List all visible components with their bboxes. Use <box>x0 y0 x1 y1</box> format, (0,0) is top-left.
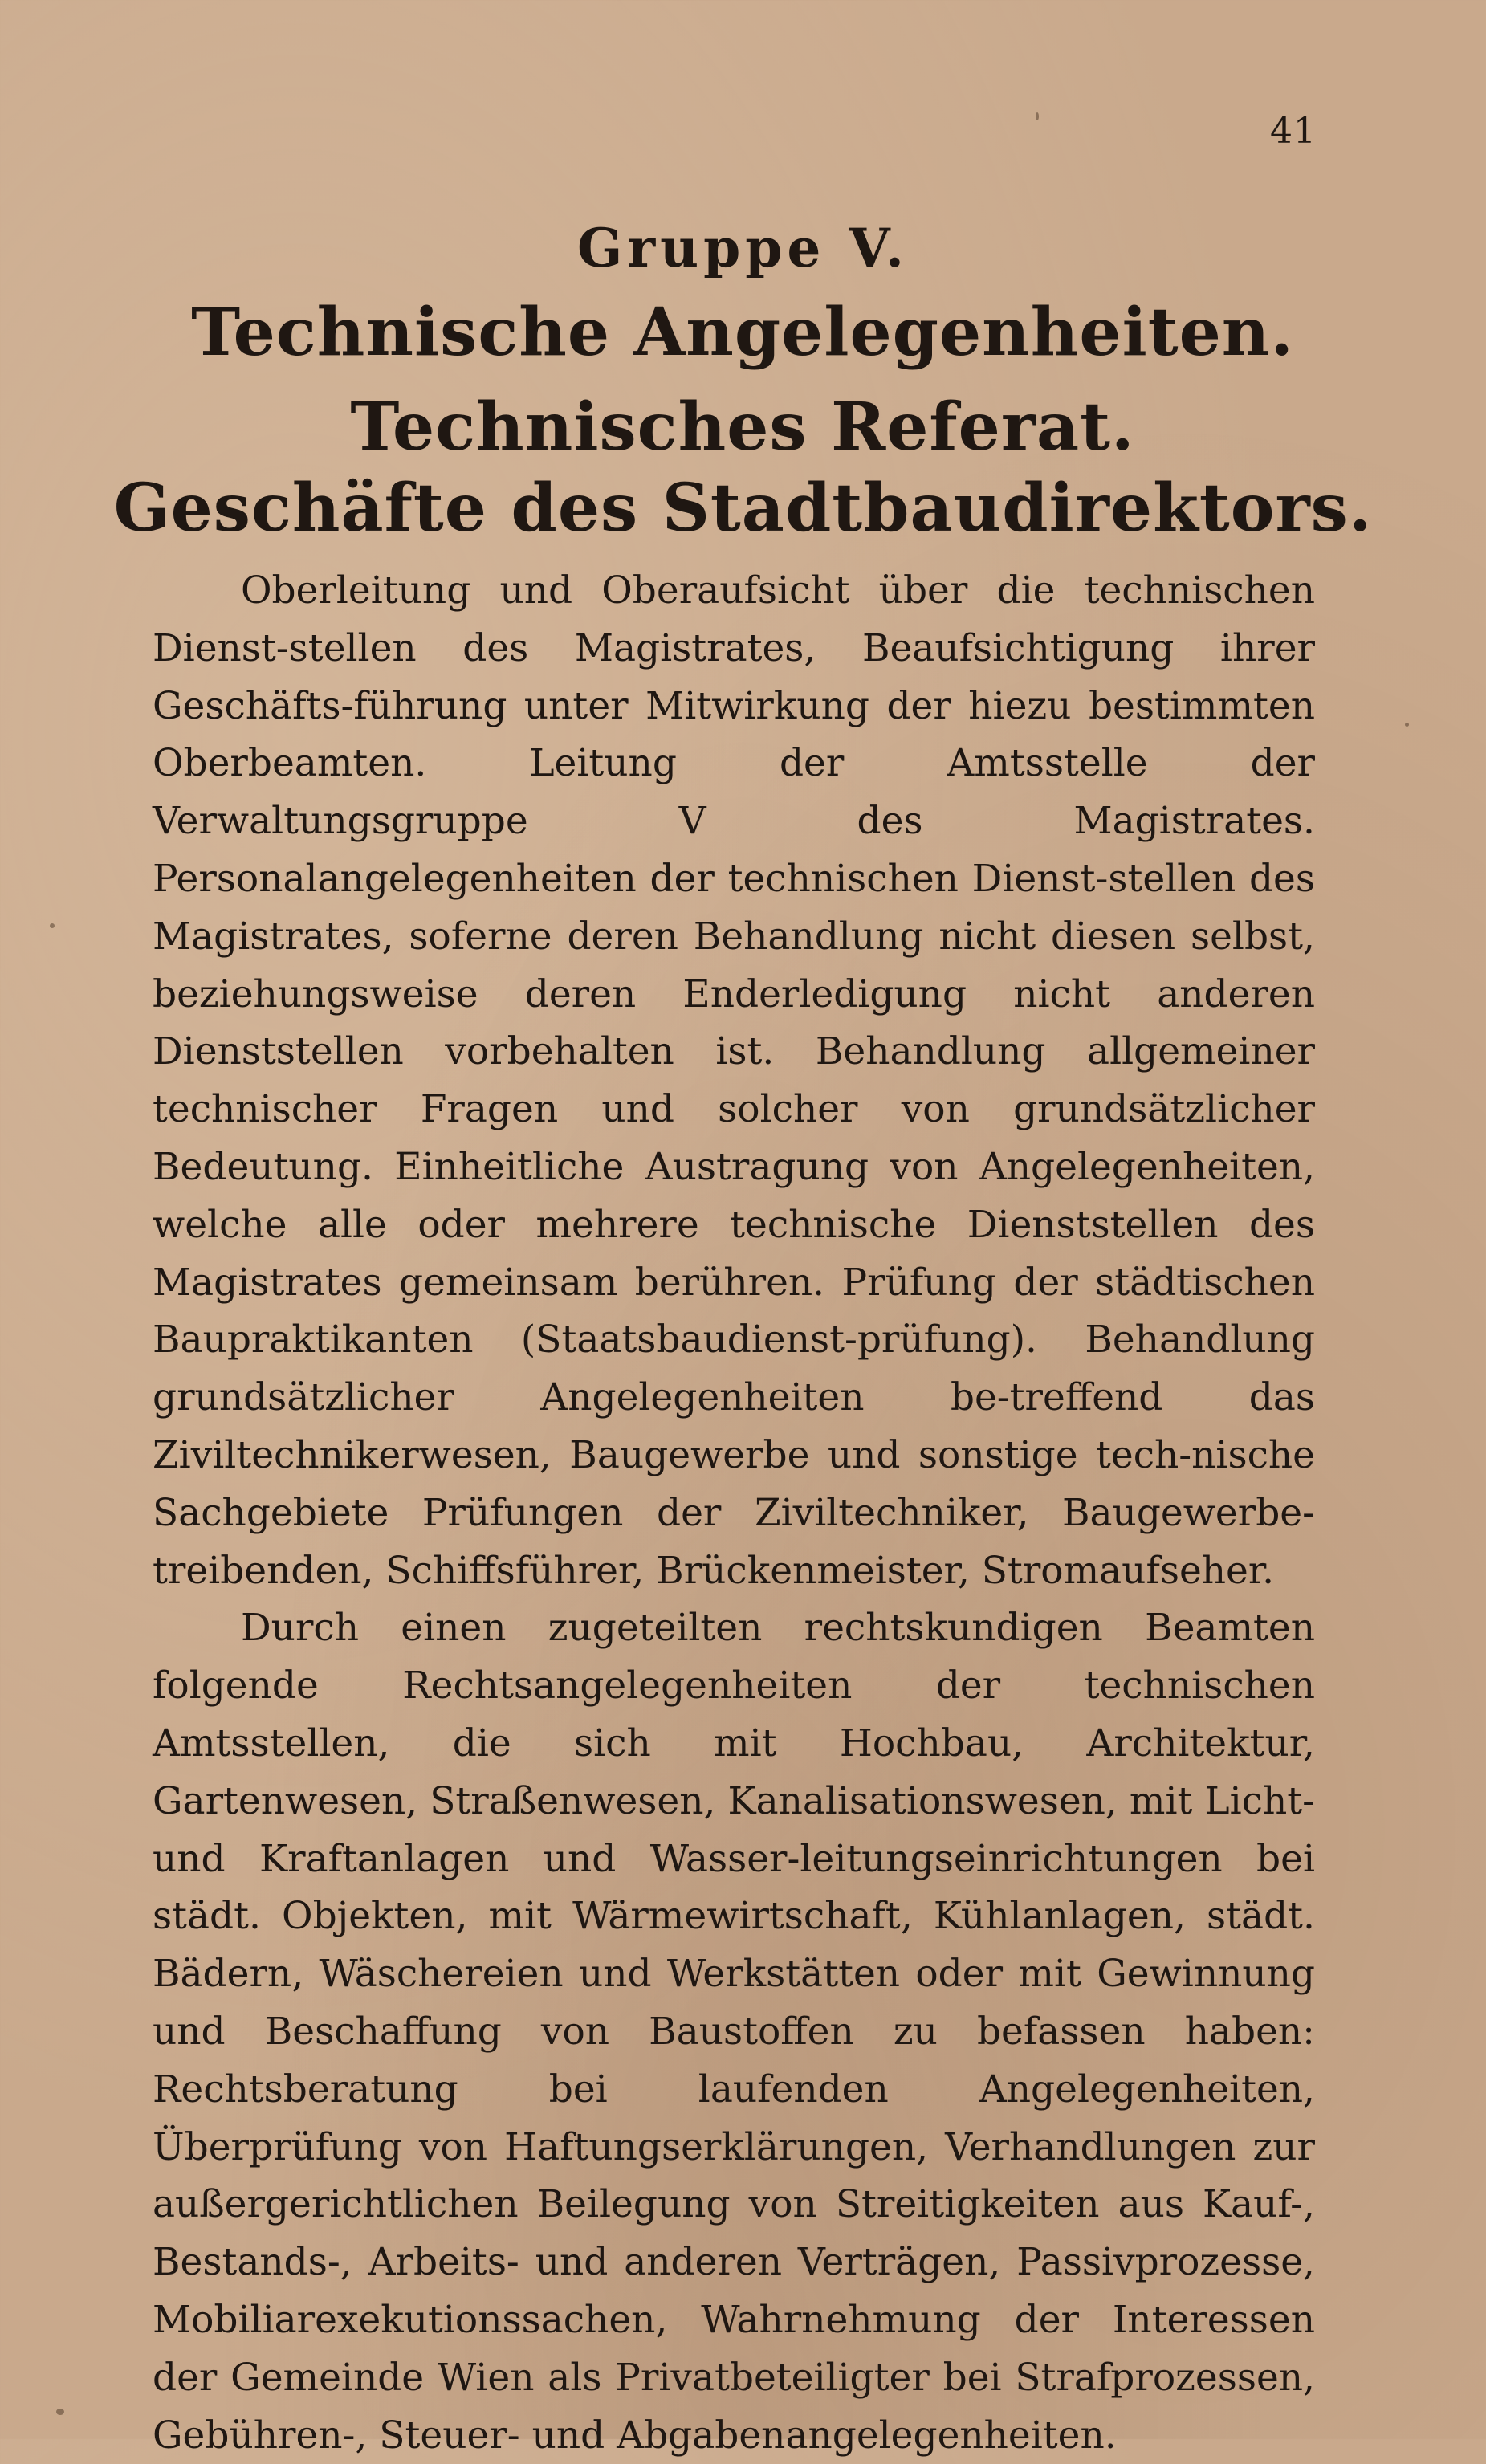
paper-speck <box>201 522 204 525</box>
group-heading: Gruppe V. <box>576 217 910 279</box>
paper-speck <box>50 923 55 928</box>
page-number: 41 <box>1270 111 1317 152</box>
section-title: Technische Angelegenheiten. Technisches Referat. <box>191 294 1294 466</box>
paper-speck <box>56 2409 64 2415</box>
section-subtitle: Geschäfte des Stadtbaudirektors. <box>113 470 1373 547</box>
paper-speck <box>1405 723 1409 727</box>
body-text <box>153 562 1315 2464</box>
paper-speck <box>1036 112 1039 120</box>
paragraph-legal-affairs: Durch einen zugeteilten rechtskundigen Beamten folgende Rechtsangelegenheiten der technischen Amtsstellen, die sich mit Hochbau, Architektur, Gartenwesen, Straßenwesen, Kanalisationswesen, mit Licht- und Kraftanlagen und Wasser-leitungseinrichtungen bei städt. Objekten, mit Wärmewirtschaft, Kühlanlagen, städt. Bädern, Wäschereien und Werkstätten oder mit Gewinnung und Beschaffung von Baustoffen zu befassen haben: Rechtsberatung bei laufenden Angelegenheiten, Überprüfung von Haftungserklärungen, Verhandlungen zur außergerichtlichen Beilegung von Streitigkeiten aus Kauf-, Bestands-, Arbeits- und anderen Verträgen, Passivprozesse, Mobiliarexekutionssachen, Wahrnehmung der Interessen der Gemeinde Wien als Privatbeteiligter bei Strafprozessen, Gebühren-, Steuer- und Abgabenangelegenheiten. <box>153 1606 1315 2458</box>
paragraph-duties: Oberleitung und Oberaufsicht über die technischen Dienst-stellen des Magistrates, Beaufsichtigung ihrer Geschäfts-führung unter Mitwirkung der hiezu bestimmten Oberbeamten. Leitung der Amtsstelle der Verwaltungsgruppe V des Magistrates. Personalangelegenheiten der technischen Dienst-stellen des Magistrates, soferne deren Behandlung nicht diesen selbst, beziehungsweise deren Enderledigung nicht anderen Dienststellen vorbehalten ist. Behandlung allgemeiner technischer Fragen und solcher von grundsätzlicher Bedeutung. Einheitliche Austragung von Angelegenheiten, welche alle oder mehrere technische Dienststellen des Magistrates gemeinsam berühren. Prüfung der städtischen Baupraktikanten (Staatsbaudienst-prüfung). Behandlung grundsätzlicher Angelegenheiten be-treffend das Ziviltechnikerwesen, Baugewerbe und sonstige tech-nische Sachgebiete Prüfungen der Ziviltechniker, Baugewerbe-treibenden, Schiffsführer, Brückenmeister, Stromaufseher. <box>153 568 1315 1593</box>
